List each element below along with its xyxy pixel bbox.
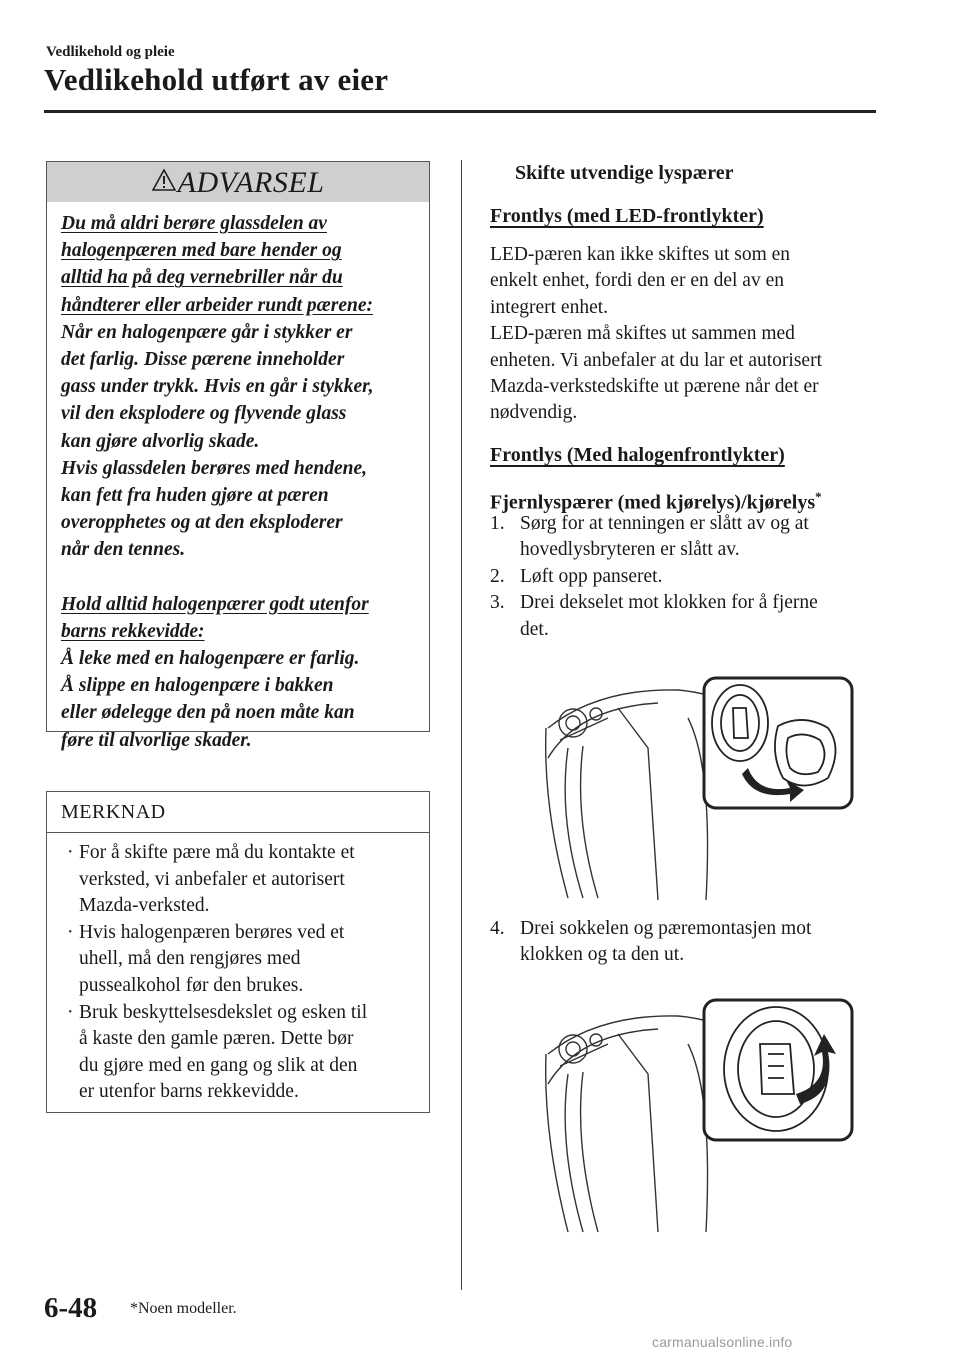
note-line: verksted, vi anbefaler et autorisert <box>79 868 345 890</box>
warning-line: kan gjøre alvorlig skade. <box>61 430 260 452</box>
warning-title-row <box>47 166 429 200</box>
step-4 <box>490 916 811 969</box>
warning-line: barns rekkevidde: <box>61 620 205 642</box>
warning-box <box>46 161 430 751</box>
warning-line: Å leke med en halogenpære er farlig. <box>61 648 360 670</box>
step-line: klokken og ta den ut. <box>520 944 685 966</box>
warning-line: kan fett fra huden gjøre at pæren <box>61 485 329 507</box>
paragraph-line: Mazda-verkstedskifte ut pærene når det er <box>490 376 819 398</box>
step-item <box>490 511 818 564</box>
note-line: uhell, må den rengjøres med <box>79 948 301 970</box>
step-item <box>490 590 818 643</box>
step-number: 4. <box>490 918 505 939</box>
note-item <box>67 840 422 920</box>
bullet-icon: · <box>67 1001 74 1023</box>
step-line: Drei dekselet mot klokken for å fjerne <box>520 592 818 614</box>
step-number: 2. <box>490 565 505 587</box>
heading-halogen-headlights: Frontlys (Med halogenfrontlykter) <box>490 444 785 466</box>
column-divider <box>461 160 462 1290</box>
section-label: Vedlikehold og pleie <box>46 44 175 60</box>
footnote-marker: * <box>815 489 822 504</box>
warning-header <box>47 162 429 202</box>
step-number: 1. <box>490 513 505 534</box>
steps-list <box>490 511 818 643</box>
warning-line: overopphetes og at den eksploderer <box>61 512 343 534</box>
warning-line: håndterer eller arbeider rundt pærene: <box>61 294 373 316</box>
paragraph-line: LED-pæren kan ikke skiftes ut som en <box>490 244 791 265</box>
page-number: 6-48 <box>44 1292 98 1324</box>
step-line: hovedlysbryteren er slått av. <box>520 539 740 561</box>
warning-triangle-icon <box>152 165 176 199</box>
warning-line: vil den eksplodere og flyvende glass <box>61 403 347 425</box>
warning-line: Hvis glassdelen berøres med hendene, <box>61 457 368 479</box>
sub-heading: Skifte utvendige lyspærer <box>515 162 734 184</box>
step-number: 3. <box>490 592 505 614</box>
watermark: carmanualsonline.info <box>652 1334 793 1350</box>
warning-body <box>61 210 421 754</box>
note-line: For å skifte pære må du kontakte et <box>79 842 355 863</box>
warning-line: det farlig. Disse pærene inneholder <box>61 349 345 371</box>
note-line: å kaste den gamle pæren. Dette bør <box>79 1028 354 1050</box>
step-line: Sørg for at tenningen er slått av og at <box>520 513 809 534</box>
step-line: Drei sokkelen og pæremontasjen mot <box>520 918 812 939</box>
heading-led-headlights: Frontlys (med LED-frontlykter) <box>490 205 764 227</box>
step-line: det. <box>520 618 549 640</box>
warning-title: ADVARSEL <box>177 166 325 199</box>
note-title: MERKNAD <box>61 801 166 823</box>
warning-line: alltid ha på deg vernebriller når du <box>61 267 343 289</box>
warning-line: føre til alvorlige skader. <box>61 729 252 751</box>
paragraph-line: enheten. Vi anbefaler at du lar et autorisert <box>490 349 822 371</box>
bullet-icon: · <box>67 842 74 863</box>
note-line: pussealkohol før den brukes. <box>79 974 304 996</box>
figure-remove-bulb <box>538 994 856 1234</box>
warning-line: halogenpæren med bare hender og <box>61 240 342 262</box>
warning-line: Du må aldri berøre glassdelen av <box>61 213 327 234</box>
led-paragraph <box>490 242 822 427</box>
warning-line: gass under trykk. Hvis en går i stykker, <box>61 376 374 398</box>
note-line: Bruk beskyttelsesdekslet og esken til <box>79 1001 368 1023</box>
bullet-icon: · <box>67 921 74 943</box>
warning-line: når den tennes. <box>61 539 186 561</box>
paragraph-line: integrert enhet. <box>490 296 609 318</box>
figure-remove-cover <box>538 668 856 900</box>
step-item <box>490 916 811 969</box>
note-line: Hvis halogenpæren berøres ved et <box>79 921 345 943</box>
note-line: du gjøre med en gang og slik at den <box>79 1054 358 1076</box>
note-item <box>67 920 422 1000</box>
step-item <box>490 564 818 590</box>
paragraph-line: LED-pæren må skiftes ut sammen med <box>490 323 795 345</box>
warning-line: Når en halogenpære går i stykker er <box>61 321 353 343</box>
note-box <box>46 791 430 1113</box>
note-divider <box>47 832 429 833</box>
note-item <box>67 1000 422 1106</box>
page-title: Vedlikehold utført av eier <box>44 62 389 97</box>
warning-line: eller ødelegge den på noen måte kan <box>61 702 355 724</box>
paragraph-line: enkelt enhet, fordi den er en del av en <box>490 270 784 292</box>
note-line: Mazda-verksted. <box>79 895 210 917</box>
note-line: er utenfor barns rekkevidde. <box>79 1081 299 1103</box>
high-beam-heading-text: Fjernlyspærer (med kjørelys)/kjørelys <box>490 491 816 514</box>
title-divider <box>44 110 876 113</box>
footnote: *Noen modeller. <box>130 1300 237 1317</box>
spacer <box>61 564 421 591</box>
note-list <box>67 840 422 1106</box>
warning-line: Hold alltid halogenpærer godt utenfor <box>61 593 369 615</box>
warning-line: Å slippe en halogenpære i bakken <box>61 675 334 697</box>
paragraph-line: nødvendig. <box>490 402 578 424</box>
step-line: Løft opp panseret. <box>520 565 663 587</box>
